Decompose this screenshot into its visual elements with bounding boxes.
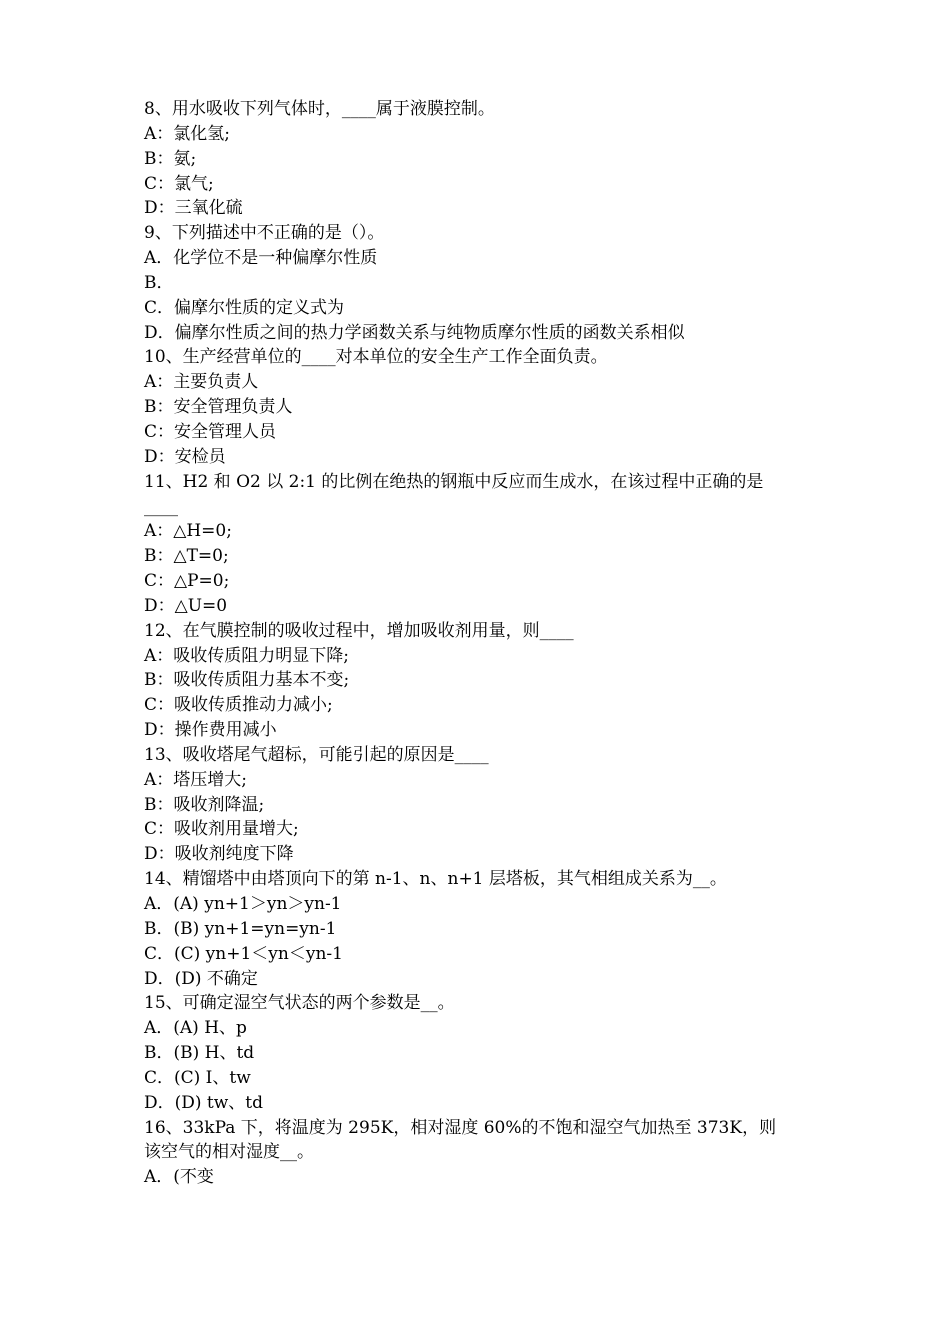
text-line: C：吸收传质推动力减小; bbox=[144, 695, 333, 716]
text-line: A：吸收传质阻力明显下降; bbox=[144, 645, 350, 666]
text-line: B．(B) yn+1=yn=yn-1 bbox=[144, 918, 337, 939]
text-line: C．(C) I、tw bbox=[144, 1067, 251, 1088]
text-line: 9、下列描述中不正确的是（）。 bbox=[144, 223, 385, 244]
text-line: 10、生产经营单位的____对本单位的安全生产工作全面负责。 bbox=[144, 347, 608, 368]
text-line: 8、用水吸收下列气体时，____属于液膜控制。 bbox=[144, 99, 495, 119]
text-line: A：塔压增大; bbox=[144, 769, 248, 790]
text-line: 16、33kPa 下，将温度为 295K，相对湿度 60%的不饱和湿空气加热至 373K，则 bbox=[144, 1117, 777, 1138]
text-line: 该空气的相对湿度__。 bbox=[144, 1142, 314, 1163]
text-line: A．(A) yn+1＞yn＞yn-1 bbox=[144, 894, 342, 914]
text-line: A：△H=0; bbox=[144, 521, 232, 542]
text-line: B：吸收剂降温; bbox=[144, 794, 265, 815]
text-line: A．(A) H、p bbox=[144, 1018, 247, 1039]
text-line: D．偏摩尔性质之间的热力学函数关系与纯物质摩尔性质的函数关系相似 bbox=[144, 322, 685, 343]
text-line: B：氨; bbox=[144, 148, 197, 169]
text-line: C：△P=0; bbox=[144, 571, 230, 592]
text-line: B：吸收传质阻力基本不变; bbox=[144, 670, 350, 691]
text-line: D：三氧化硫 bbox=[144, 198, 243, 219]
text-line: 12、在气膜控制的吸收过程中，增加吸收剂用量，则____ bbox=[144, 620, 574, 641]
text-line: B：安全管理负责人 bbox=[144, 397, 293, 418]
text-line: 11、H2 和 O2 以 2:1 的比例在绝热的钢瓶中反应而生成水，在该过程中正确的是 bbox=[144, 471, 764, 492]
text-line: A．化学位不是一种偏摩尔性质 bbox=[144, 248, 378, 269]
text-line: D．(D) tw、td bbox=[144, 1092, 264, 1113]
text-line: D．(D) 不确定 bbox=[144, 968, 258, 989]
text-line: 13、吸收塔尾气超标，可能引起的原因是____ bbox=[144, 744, 489, 765]
text-line: C：氯气; bbox=[144, 173, 214, 194]
text-line: A：氯化氢; bbox=[144, 123, 231, 144]
text-line: A．(不变 bbox=[144, 1167, 214, 1188]
text-line: C：安全管理人员 bbox=[144, 421, 277, 442]
text-line: D：安检员 bbox=[144, 446, 226, 467]
text-line: B． bbox=[144, 272, 174, 293]
text-line: D：△U=0 bbox=[144, 595, 228, 616]
question-text-block bbox=[144, 97, 814, 1190]
text-line: C：吸收剂用量增大; bbox=[144, 819, 299, 840]
text-line: B：△T=0; bbox=[144, 546, 229, 567]
text-line: D：吸收剂纯度下降 bbox=[144, 844, 294, 865]
text-line: C．(C) yn+1＜yn＜yn-1 bbox=[144, 943, 343, 964]
text-line: 15、可确定湿空气状态的两个参数是__。 bbox=[144, 993, 455, 1014]
text-line: A：主要负责人 bbox=[144, 372, 259, 393]
text-line: 14、精馏塔中由塔顶向下的第 n-1、n、n+1 层塔板，其气相组成关系为__。 bbox=[144, 869, 727, 890]
text-line: D：操作费用减小 bbox=[144, 720, 277, 741]
text-line: ____ bbox=[144, 496, 178, 517]
text-line: B．(B) H、td bbox=[144, 1043, 255, 1064]
text-line: C．偏摩尔性质的定义式为 bbox=[144, 297, 345, 318]
